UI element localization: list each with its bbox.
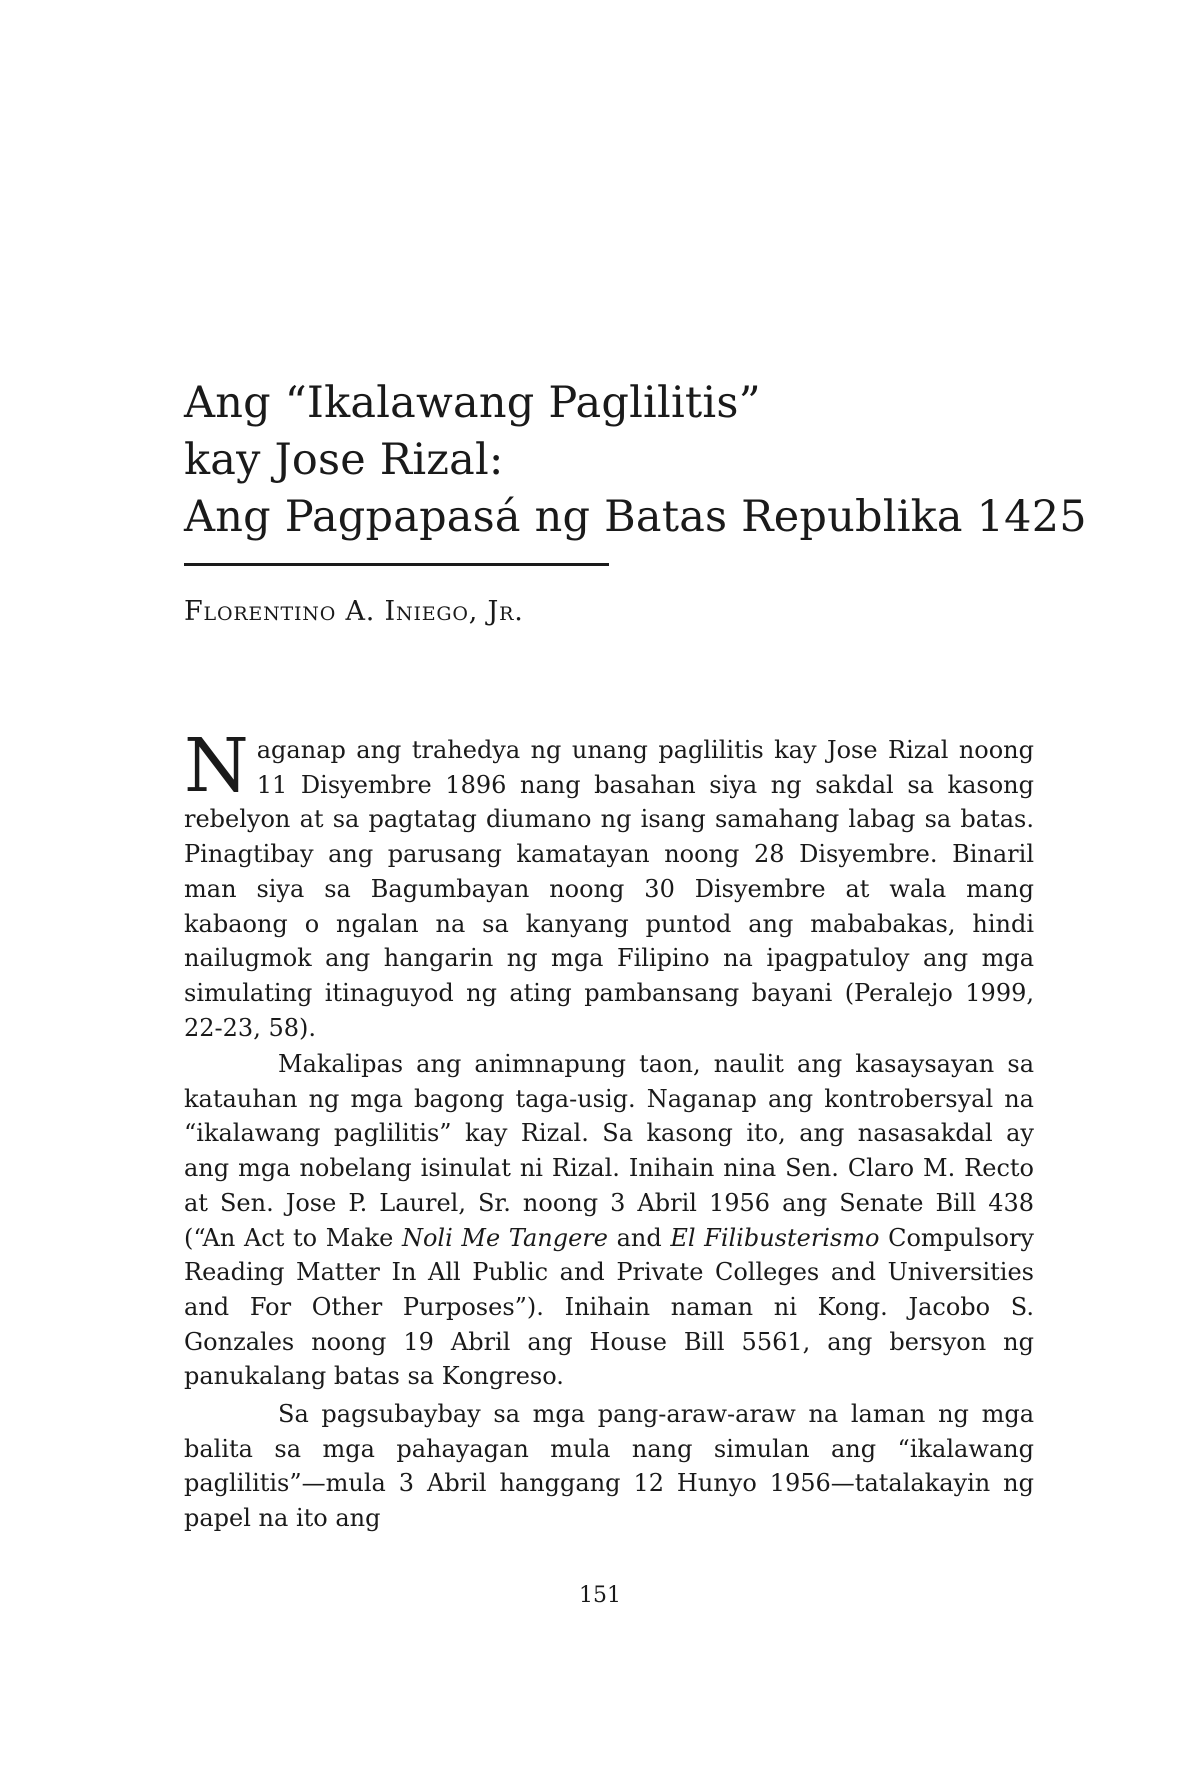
paragraph-2 [184, 1047, 1034, 1394]
page-number: 151 [579, 1583, 621, 1608]
paragraph-2-text-a: Makalipas ang animnapung taon, naulit ang kasaysayan sa katauhan ng mga bagong taga-usig. Naganap ang kontrobersyal na “ikalawang paglilitis” kay Rizal. Sa kasong ito, ang nasasakdal ay ang mga nobelang isinulat ni Rizal. Inihain nina Sen. Claro M. Recto at Sen. Jose P. Laurel, Sr. noong 3 Abril 1956 ang Senate Bill 438 (“An Act to Make [184, 1050, 1034, 1252]
article-title [184, 375, 1087, 546]
paragraph-1-text: aganap ang trahedya ng unang paglilitis kay Jose Rizal noong 11 Disyembre 1896 nang basahan siya ng sakdal sa kasong rebelyon at sa pagtatag diumano ng isang samahang labag sa batas. Pinagtibay ang parusang kamatayan noong 28 Disyembre. Binaril man siya sa Bagumbayan noong 30 Disyembre at wala mang kabaong o ngalan na sa kanyang puntod ang mababakas, hindi nailugmok ang hangarin ng mga Filipino na ipagpatuloy ang mga simulating itinaguyod ng ating pambansang bayani (Peralejo 1999, 22-23, 58). [184, 736, 1034, 1042]
drop-cap: N [184, 723, 249, 809]
title-divider [184, 563, 609, 566]
title-line-2: kay Jose Rizal: [184, 435, 504, 485]
paragraph-3-text: Sa pagsubaybay sa mga pang-araw-araw na laman ng mga balita sa mga pahayagan mula nang simulan ang “ikalawang paglilitis”—mula 3 Abril hanggang 12 Hunyo 1956—tatalakayin ng papel na ito ang [184, 1400, 1034, 1533]
novel-title-fili: El Filibusterismo [670, 1223, 880, 1252]
paragraph-1 [184, 723, 1034, 1045]
author-name: Florentino A. Iniego, Jr. [184, 596, 524, 627]
title-line-3: Ang Pagpapasá ng Batas Republika 1425 [184, 492, 1087, 542]
title-line-1: Ang “Ikalawang Paglilitis” [184, 378, 761, 428]
novel-title-noli: Noli Me Tangere [401, 1223, 608, 1252]
paragraph-2-text-c: Compulsory Reading Matter In All Public and Private Colleges and Universities and For Other Purposes”). Inihain naman ni Kong. Jacobo S. Gonzales noong 19 Abril ang House Bill 5561, ang bersyon ng panukalang batas sa Kongreso. [184, 1223, 1034, 1391]
paragraph-2-text-b: and [607, 1223, 671, 1252]
paragraph-3 [184, 1397, 1034, 1536]
